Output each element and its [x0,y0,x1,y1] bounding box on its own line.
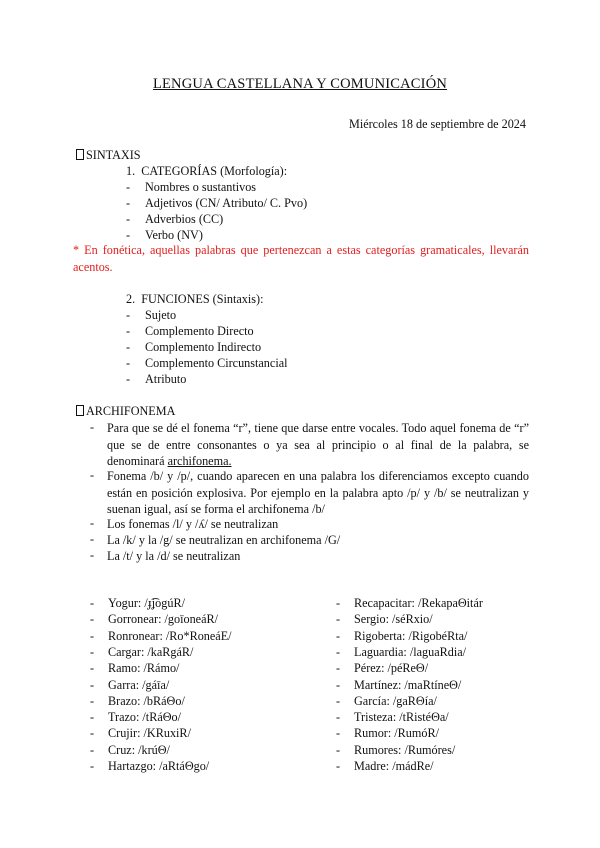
list-item: Verbo (NV) [145,228,203,242]
dash-icon: - [336,726,341,740]
list-item: Adverbios (CC) [145,212,224,226]
dash-icon: - [90,759,95,773]
word-item: Ronronear: /Ro*RoneáE/ [108,629,232,643]
dash-icon: - [126,356,131,370]
dash-icon: - [90,548,95,562]
list-item: Adjetivos (CN/ Atributo/ C. Pvo) [145,196,308,210]
dash-icon: - [90,743,95,757]
dash-icon: - [126,308,131,322]
list-heading: FUNCIONES (Sintaxis): [141,292,264,306]
dash-icon: - [126,372,131,386]
paragraph [107,420,529,470]
word-item: Rigoberta: /RigobéRta/ [354,629,468,643]
dash-icon: - [90,468,95,482]
word-item: Gorronear: /goīoneáR/ [108,612,218,626]
dash-icon: - [336,661,341,675]
list-number: 1. [126,164,136,178]
paragraph: Fonema /b/ y /p/, cuando aparecen en una palabra los diferenciamos excepto cuando están en posición explosiva. Por ejemplo en la palabra apto /p/ y /b/ se neutralizan y suenan igual, así se forma el archifonema /b/ [107,469,529,516]
word-item: Madre: /mádRe/ [354,759,434,773]
dash-icon: - [90,694,95,708]
section-sintaxis [76,148,141,163]
note: * En fonética, aquellas palabras que pertenezcan a estas categorías gramaticales, llevarán acentos. [73,243,529,274]
list-item: Complemento Directo [145,324,254,338]
dash-icon: - [336,694,341,708]
dash-icon: - [90,645,95,659]
dash-icon: - [336,759,341,773]
dash-icon: - [126,212,131,226]
dash-icon: - [126,180,131,194]
word-item: Brazo: /bRáΘo/ [108,694,185,708]
checkbox-icon [76,149,84,160]
page-title: LENGUA CASTELLANA Y COMUNICACIÓN [152,76,448,92]
list-item: Complemento Indirecto [145,340,262,354]
paragraph: La /t/ y la /d/ se neutralizan [107,549,241,563]
dash-icon: - [336,743,341,757]
word-item: Rumores: /Rumóres/ [354,743,456,757]
dash-icon: - [336,612,341,626]
dash-icon: - [90,532,95,546]
dash-icon: - [90,629,95,643]
list-item: Sujeto [145,308,177,322]
list-item: Atributo [145,372,187,386]
dash-icon: - [90,596,95,610]
categorias-heading [126,164,287,179]
word-item: Ramo: /Rámo/ [108,661,180,675]
dash-icon: - [90,516,95,530]
dash-icon: - [336,645,341,659]
dash-icon: - [90,612,95,626]
word-item: García: /gaRΘía/ [354,694,437,708]
dash-icon: - [336,596,341,610]
dash-icon: - [90,661,95,675]
dash-icon: - [126,324,131,338]
word-item: Tristeza: /tRistéΘa/ [354,710,449,724]
word-item: Laguardia: /laguaRdia/ [354,645,467,659]
word-item: Crujir: /KRuxiR/ [108,726,191,740]
word-item: Trazo: /tRáΘo/ [108,710,182,724]
section-archifonema [76,404,175,419]
list-item: Nombres o sustantivos [145,180,257,194]
word-item: Martínez: /maRtíneΘ/ [354,678,462,692]
list-heading: CATEGORÍAS (Morfología): [141,164,288,178]
dash-icon: - [126,228,131,242]
dash-icon: - [336,678,341,692]
paragraph: La /k/ y la /g/ se neutralizan en archifonema /G/ [107,533,341,547]
dash-icon: - [90,420,95,434]
section-heading: ARCHIFONEMA [86,404,176,418]
word-item: Rumor: /RumóR/ [354,726,439,740]
word-item: Yogur: /ɟ͡ʝogúR/ [108,596,185,610]
paragraph-end: . [228,454,232,468]
dash-icon: - [90,710,95,724]
word-item: Garra: /gáīa/ [108,678,170,692]
word-item: Hartazgo: /aRtáΘgo/ [108,759,210,773]
word-item: Recapacitar: /RekapaΘitár [354,596,483,610]
word-item: Cruz: /krúΘ/ [108,743,170,757]
dash-icon: - [336,710,341,724]
dash-icon: - [126,196,131,210]
paragraph: Los fonemas /l/ y /ʎ/ se neutralizan [107,517,279,531]
date: Miércoles 18 de septiembre de 2024 [348,117,526,131]
word-item: Sergio: /séRxio/ [354,612,433,626]
funciones-heading [126,292,263,307]
word-item: Pérez: /péReΘ/ [354,661,429,675]
word-item: Cargar: /kaRgáR/ [108,645,194,659]
dash-icon: - [336,629,341,643]
list-item: Complemento Circunstancial [145,356,288,370]
dash-icon: - [126,340,131,354]
dash-icon: - [90,726,95,740]
dash-icon: - [90,678,95,692]
checkbox-icon [76,405,84,416]
section-heading: SINTAXIS [86,148,141,162]
underlined-term: archifonema [167,454,229,468]
list-number: 2. [126,292,136,306]
paragraph-text: Para que se dé el fonema “r”, tiene que darse entre vocales. Todo aquel fonema de “r” que se de entre consonantes o ya sea al principio o al final de la palabra, se denominará [107,421,529,468]
